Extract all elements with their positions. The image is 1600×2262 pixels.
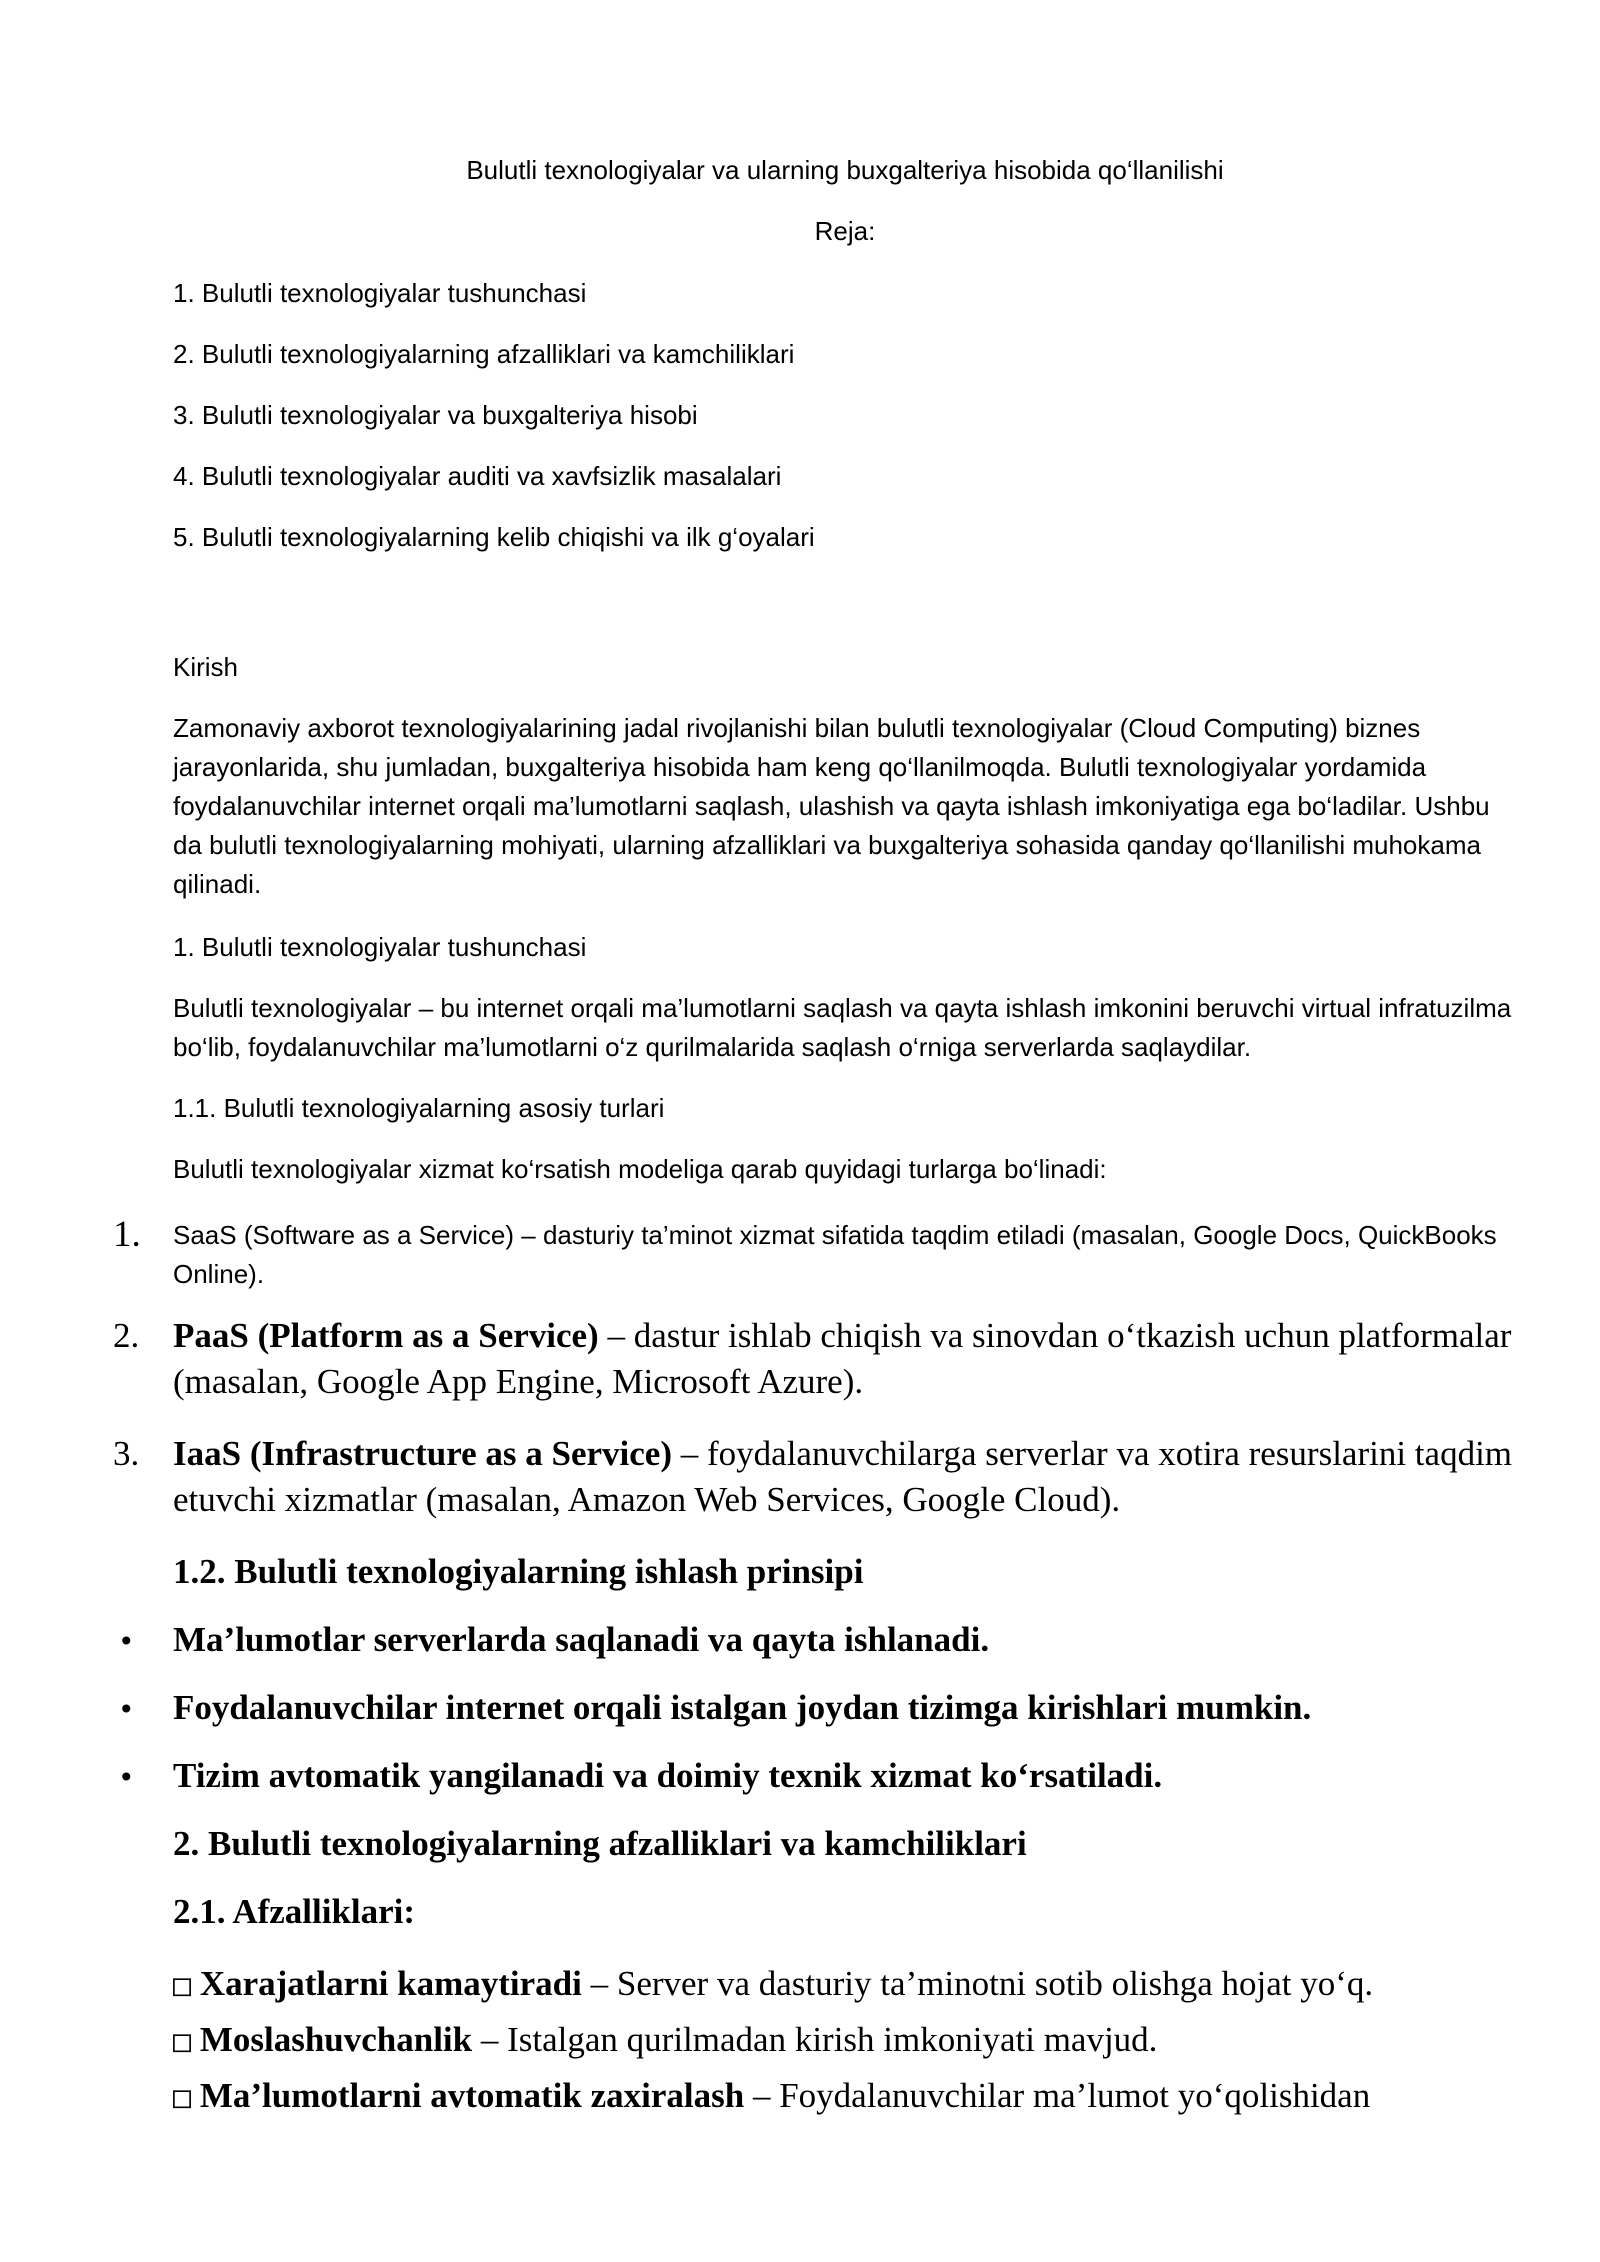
principle-item-1 — [0, 1617, 1600, 1667]
advantage-item-1 — [173, 1961, 1573, 2009]
advantage-description: – Foydalanuvchilar ma’lumot yo‘qolishidan — [744, 2076, 1371, 2115]
advantage-item-3 — [173, 2073, 1573, 2121]
advantage-term: Xarajatlarni kamaytiradi — [199, 1964, 582, 2003]
advantage-description: – Server va dasturiy ta’minotni sotib olishga hojat yo‘q. — [581, 1964, 1374, 2003]
list-item-term: PaaS (Platform as a Service) — [173, 1316, 599, 1355]
intro-heading: Kirish — [173, 652, 239, 682]
list-item-text: Ma’lumotlar serverlarda saqlanadi va qayta ishlanadi. — [173, 1620, 990, 1659]
list-number: 2. — [113, 1316, 140, 1355]
list-item-text: Foydalanuvchilar internet orqali istalgan joydan tizimga kirishlari mumkin. — [173, 1688, 1312, 1727]
principle-item-2 — [0, 1685, 1600, 1735]
list-item-text: Tizim avtomatik yangilanadi va doimiy texnik xizmat ko‘rsatiladi. — [173, 1756, 1163, 1795]
list-item-description: – foydalanuvchilarga serverlar va xotira resurslarini taqdim etuvchi xizmatlar (masalan, Amazon Web Services, Google Cloud). — [173, 1434, 1513, 1519]
list-item-text: SaaS (Software as a Service) – dasturiy ta’minot xizmat sifatida taqdim etiladi (masalan, Google Docs, QuickBooks Online). — [173, 1220, 1497, 1289]
advantage-term: Moslashuvchanlik — [199, 2020, 473, 2059]
bullet-icon: • — [118, 1761, 135, 1794]
document-title: Bulutli texnologiyalar va ularning buxgalteriya hisobida qo‘llanilishi — [466, 155, 1224, 185]
plan-item-4: 4. Bulutli texnologiyalar auditi va xavfsizlik masalalari — [173, 461, 782, 491]
service-model-saas — [0, 1212, 1600, 1292]
section-1-paragraph: Bulutli texnologiyalar – bu internet orqali ma’lumotlarni saqlash va qayta ishlash imkonini beruvchi virtual infratuzilma bo‘lib, foydalanuvchilar ma’lumotlarni o‘z qurilmalarida saqlash o‘rniga serverlarda saqlaydilar. — [173, 993, 1512, 1062]
advantage-term: Ma’lumotlarni avtomatik zaxiralash — [199, 2076, 745, 2115]
list-item-term: IaaS (Infrastructure as a Service) — [173, 1434, 672, 1473]
intro-paragraph: Zamonaviy axborot texnologiyalarining jadal rivojlanishi bilan bulutli texnologiyalar (Cloud Computing) biznes jarayonlarida, shu jumladan, buxgalteriya hisobida ham keng qo‘llanilmoqda. Bulutli texnologiyalar yordamida foydalanuvchilar internet orqali ma’lumotlarni saqlash, ulashish va qayta ishlash imkoniyatiga ega bo‘ladilar. Ushbu da bulutli texnologiyalarning mohiyati, ularning afzalliklari va buxgalteriya sohasida qanday qo‘llanilishi muhokama qilinadi. — [173, 713, 1490, 899]
check-box-icon: □ — [173, 1968, 192, 2003]
service-model-iaas — [0, 1431, 1600, 1531]
principle-item-3 — [0, 1753, 1600, 1803]
section-1-heading: 1. Bulutli texnologiyalar tushunchasi — [173, 932, 587, 962]
list-item-description: – dastur ishlab chiqish va sinovdan o‘tkazish uchun platformalar (masalan, Google App Engine, Microsoft Azure). — [173, 1316, 1512, 1401]
plan-item-2: 2. Bulutli texnologiyalarning afzalliklari va kamchiliklari — [173, 339, 795, 369]
plan-label: Reja: — [814, 216, 876, 246]
check-box-icon: □ — [173, 2024, 192, 2059]
section-1-2-heading: 1.2. Bulutli texnologiyalarning ishlash prinsipi — [173, 1552, 864, 1591]
list-item-text — [173, 1431, 1518, 1523]
list-number: 3. — [113, 1434, 140, 1473]
list-item-text — [173, 1313, 1518, 1405]
advantage-description: – Istalgan qurilmadan kirish imkoniyati mavjud. — [472, 2020, 1158, 2059]
bullet-icon: • — [118, 1693, 135, 1726]
service-model-paas — [0, 1313, 1600, 1413]
list-number: 1. — [113, 1214, 141, 1255]
section-2-heading: 2. Bulutli texnologiyalarning afzalliklari va kamchiliklari — [173, 1824, 1027, 1863]
plan-item-5: 5. Bulutli texnologiyalarning kelib chiqishi va ilk g‘oyalari — [173, 522, 815, 552]
plan-item-1: 1. Bulutli texnologiyalar tushunchasi — [173, 278, 587, 308]
section-2-1-heading: 2.1. Afzalliklari: — [173, 1892, 416, 1931]
section-1-1-heading: 1.1. Bulutli texnologiyalarning asosiy turlari — [173, 1093, 665, 1123]
advantage-item-2 — [173, 2017, 1573, 2065]
plan-item-3: 3. Bulutli texnologiyalar va buxgalteriya hisobi — [173, 400, 698, 430]
section-1-1-paragraph: Bulutli texnologiyalar xizmat ko‘rsatish modeliga qarab quyidagi turlarga bo‘linadi: — [173, 1154, 1107, 1184]
check-box-icon: □ — [173, 2080, 192, 2115]
bullet-icon: • — [118, 1625, 135, 1658]
